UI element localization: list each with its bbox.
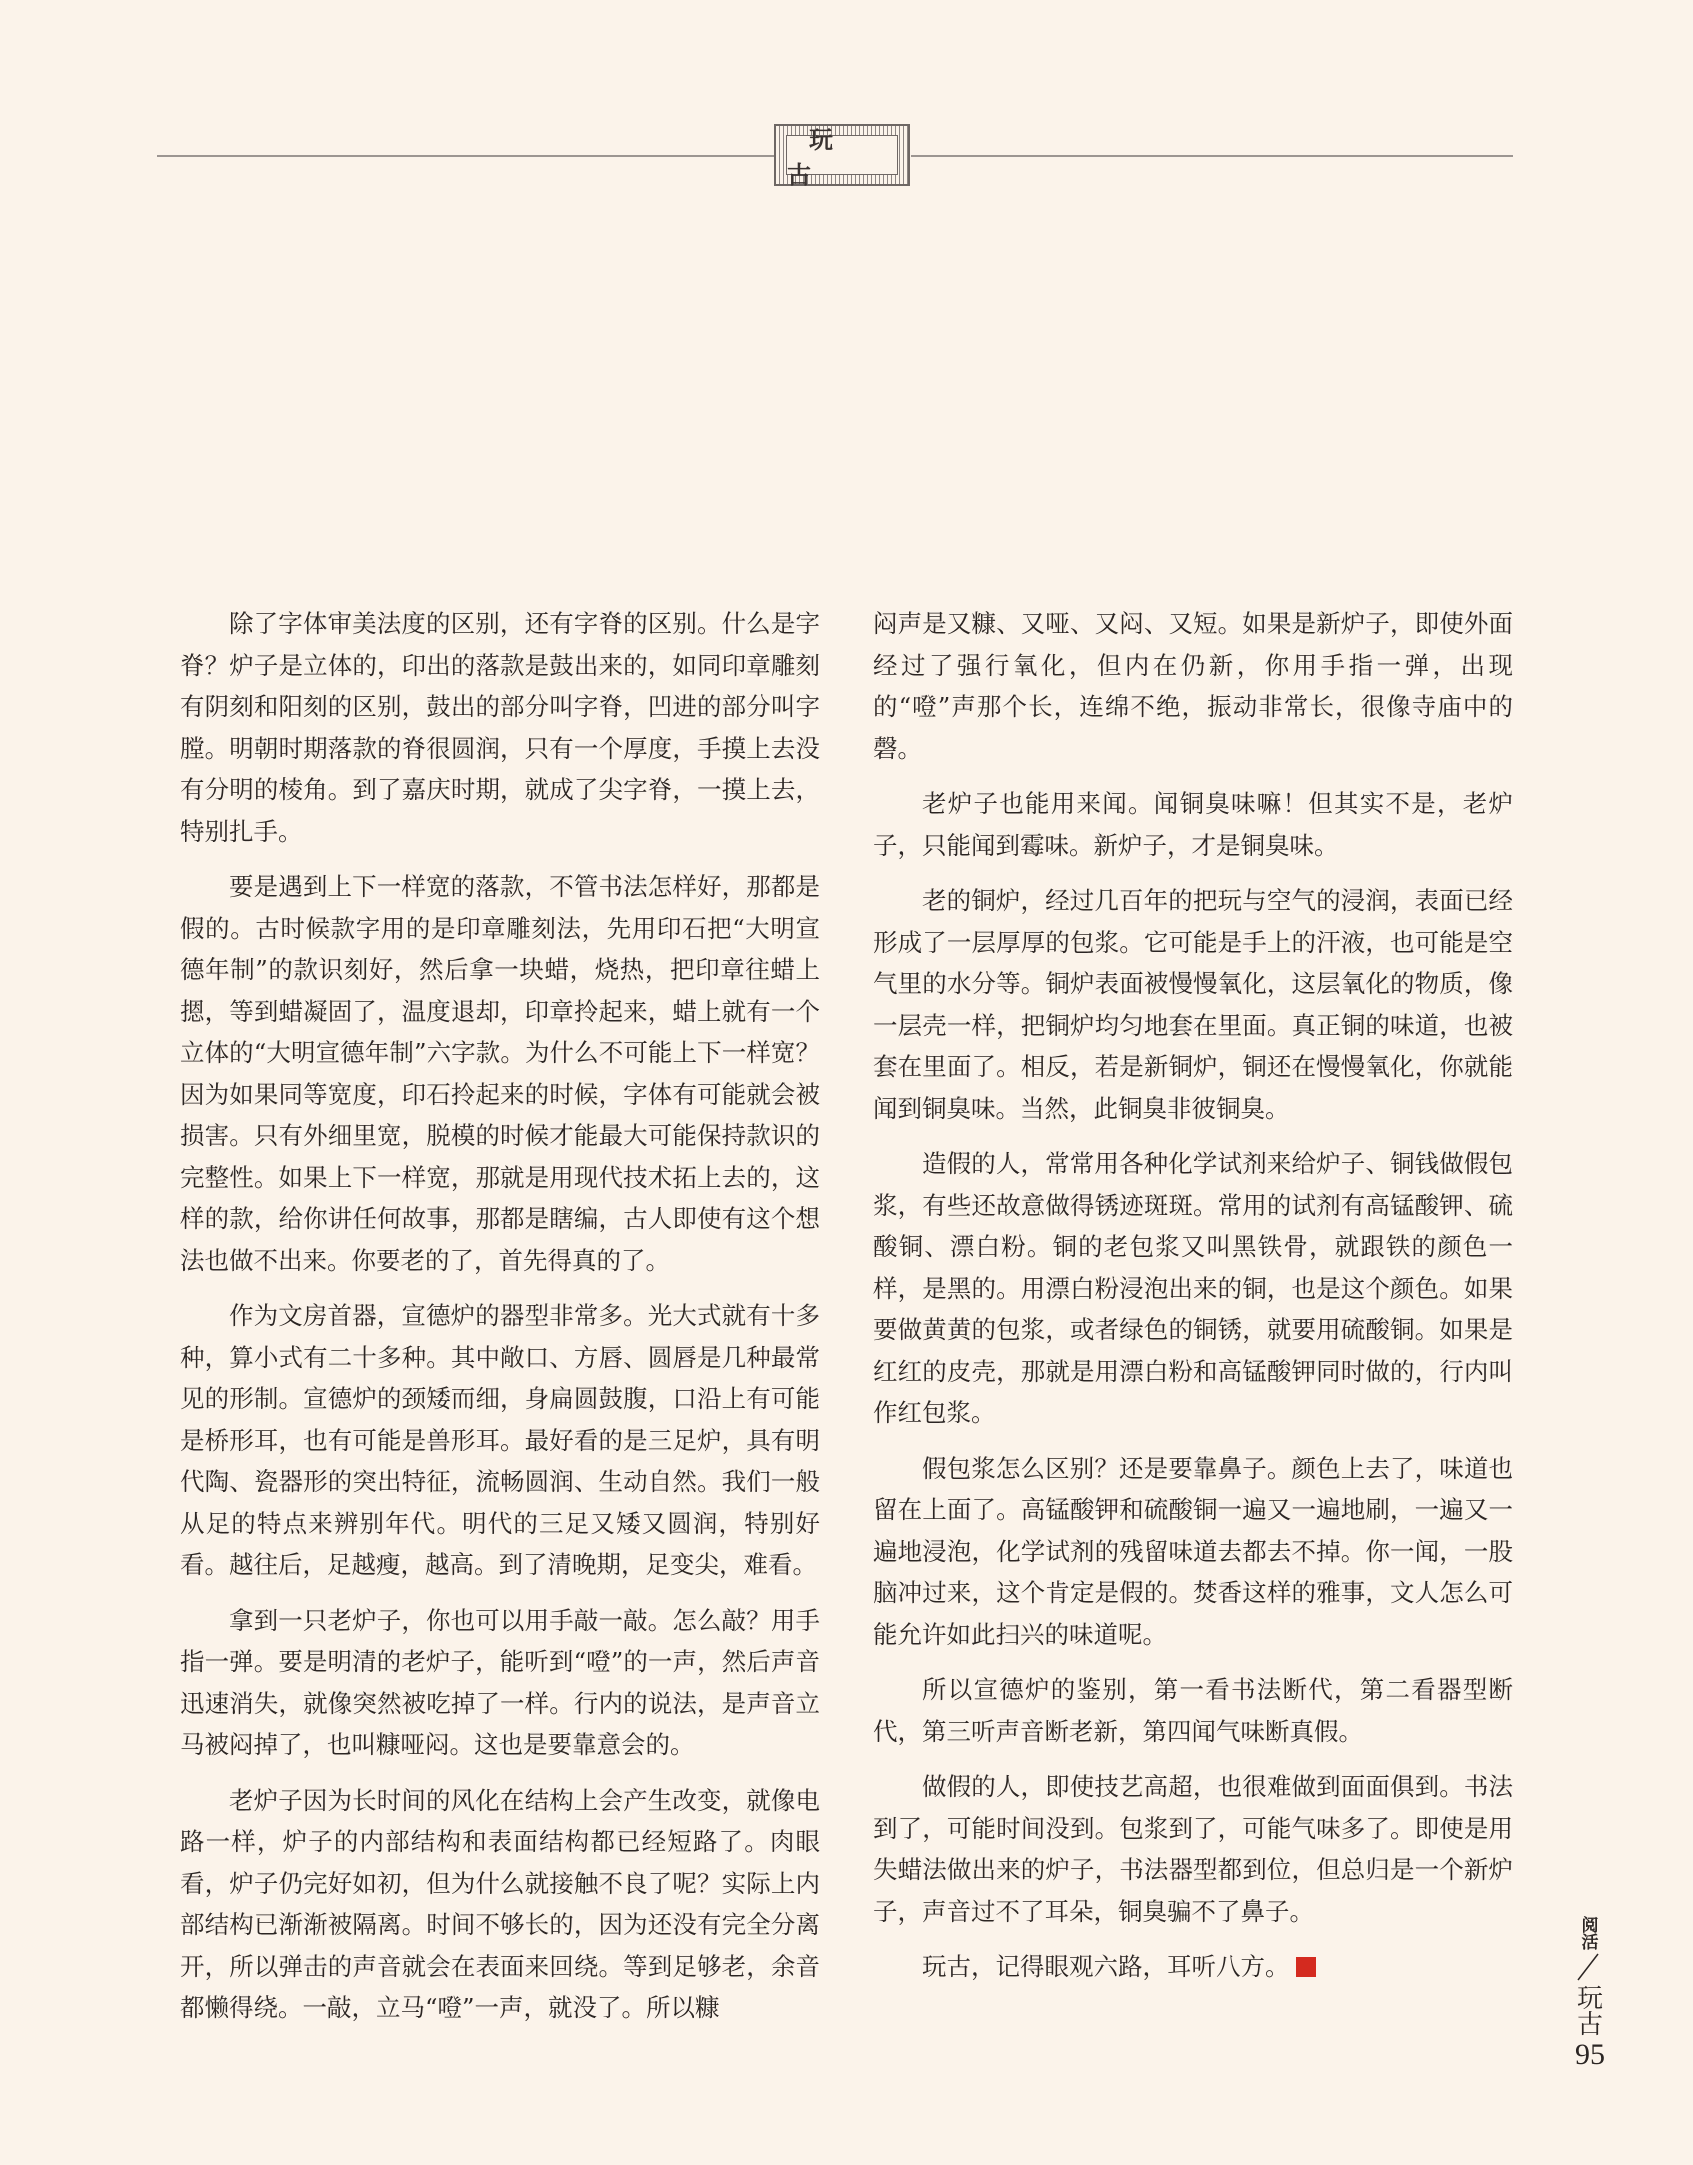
paragraph: 要是遇到上下一样宽的落款，不管书法怎样好，那都是假的。古时候款字用的是印章雕刻法，先用印石把“大明宣德年制”的款识刻好，然后拿一块蜡，烧热，把印章往蜡上摁，等到蜡凝固了，温度退却，印章拎起来，蜡上就有一个立体的“大明宣德年制”六字款。为什么不可能上下一样宽？因为如果同等宽度，印石拎起来的时候，字体有可能就会被损害。只有外细里宽，脱模的时候才能最大可能保持款识的完整性。如果上下一样宽，那就是用现代技术拓上去的，这样的款，给你讲任何故事，那都是瞎编，古人即使有这个想法也做不出来。你要老的了，首先得真的了。 bbox=[180, 872, 820, 1275]
slash-divider-icon bbox=[1576, 1952, 1600, 1982]
paragraph: 假包浆怎么区别？还是要靠鼻子。颜色上去了，味道也留在上面了。高锰酸钾和硫酸铜一遍又一遍地刷，一遍又一遍地浸泡，化学试剂的残留味道去都去不掉。你一闻，一股脑冲过来，这个肯定是假的。焚香这样的雅事，文人怎么可能允许如此扫兴的味道呢。 bbox=[873, 1453, 1513, 1649]
paragraph: 老炉子因为长时间的风化在结构上会产生改变，就像电路一样，炉子的内部结构和表面结构都已经短路了。肉眼看，炉子仍完好如初，但为什么就接触不良了呢？实际上内部结构已渐渐被隔离。时间不够长的，因为还没有完全分离开，所以弹击的声音就会在表面来回绕。等到足够老，余音都懒得绕。一敲，立马“噔”一声，就没了。所以糠 bbox=[180, 1785, 820, 2022]
header-rule-right bbox=[911, 155, 1513, 157]
closing-paragraph bbox=[873, 1946, 1513, 1988]
end-mark-icon bbox=[1296, 1957, 1316, 1977]
paragraph: 老的铜炉，经过几百年的把玩与空气的浸润，表面已经形成了一层厚厚的包浆。它可能是手上的汗液，也可能是空气里的水分等。铜炉表面被慢慢氧化，这层氧化的物质，像一层壳一样，把铜炉均匀地套在里面。真正铜的味道，也被套在里面了。相反，若是新铜炉，铜还在慢慢氧化，你就能闻到铜臭味。当然，此铜臭非彼铜臭。 bbox=[873, 886, 1513, 1123]
header-rule-left bbox=[157, 155, 775, 157]
sidebar-label-big: 玩古 bbox=[1572, 1984, 1603, 2036]
paragraph: 所以宣德炉的鉴别，第一看书法断代，第二看器型断代，第三听声音断老新，第四闻气味断真假。 bbox=[873, 1675, 1513, 1746]
paragraph-continuation: 闷声是又糠、又哑、又闷、又短。如果是新炉子，即使外面经过了强行氧化，但内在仍新，你用手指一弹，出现的“噔”声那个长，连绵不绝，振动非常长，很像寺庙中的磬。 bbox=[873, 609, 1513, 763]
paragraph: 拿到一只老炉子，你也可以用手敲一敲。怎么敲？用手指一弹。要是明清的老炉子，能听到“噔”的一声，然后声音迅速消失，就像突然被吃掉了一样。行内的说法，是声音立马被闷掉了，也叫糠哑闷。这也是要靠意会的。 bbox=[180, 1605, 820, 1759]
paragraph: 除了字体审美法度的区别，还有字脊的区别。什么是字脊？炉子是立体的，印出的落款是鼓出来的，如同印章雕刻有阴刻和阳刻的区别，鼓出的部分叫字脊，凹进的部分叫字膛。明朝时期落款的脊很圆润，只有一个厚度，手摸上去没有分明的棱角。到了嘉庆时期，就成了尖字脊，一摸上去，特别扎手。 bbox=[180, 609, 820, 846]
sidebar-section-label bbox=[1568, 1916, 1608, 2036]
page-number: 95 bbox=[1575, 2038, 1605, 2071]
paragraph: 做假的人，即使技艺高超，也很难做到面面俱到。书法到了，可能时间没到。包浆到了，可能气味多了。即使是用失蜡法做出来的炉子，书法器型都到位，但总归是一个新炉子，声音过不了耳朵，铜臭骗不了鼻子。 bbox=[873, 1772, 1513, 1926]
paragraph: 老炉子也能用来闻。闻铜臭味嘛！但其实不是，老炉子，只能闻到霉味。新炉子，才是铜臭味。 bbox=[873, 789, 1513, 860]
section-header-badge bbox=[774, 124, 910, 189]
paragraph: 造假的人，常常用各种化学试剂来给炉子、铜钱做假包浆，有些还故意做得锈迹斑斑。常用的试剂有高锰酸钾、硫酸铜、漂白粉。铜的老包浆又叫黑铁骨，就跟铁的颜色一样，是黑的。用漂白粉浸泡出来的铜，也是这个颜色。如果要做黄黄的包浆，或者绿色的铜锈，就要用硫酸铜。如果是红红的皮壳，那就是用漂白粉和高锰酸钾同时做的，行内叫作红包浆。 bbox=[873, 1149, 1513, 1427]
paragraph: 作为文房首器，宣德炉的器型非常多。光大式就有十多种，算小式有二十多种。其中敞口、方唇、圆唇是几种最常见的形制。宣德炉的颈矮而细，身扁圆鼓腹，口沿上有可能是桥形耳，也有可能是兽形耳。最好看的是三足炉，具有明代陶、瓷器形的突出特征，流畅圆润、生动自然。我们一般从足的特点来辨别年代。明代的三足又矮又圆润，特别好看。越往后，足越瘦，越高。到了清晚期，足变尖，难看。 bbox=[180, 1301, 820, 1579]
article-column-left bbox=[180, 603, 820, 2043]
sidebar-label-small: 阅活 bbox=[1577, 1916, 1598, 1950]
closing-text: 玩古，记得眼观六路，耳听八方。 bbox=[922, 1952, 1290, 1981]
article-column-right bbox=[873, 603, 1513, 2002]
section-title: 玩 古 bbox=[786, 135, 898, 175]
